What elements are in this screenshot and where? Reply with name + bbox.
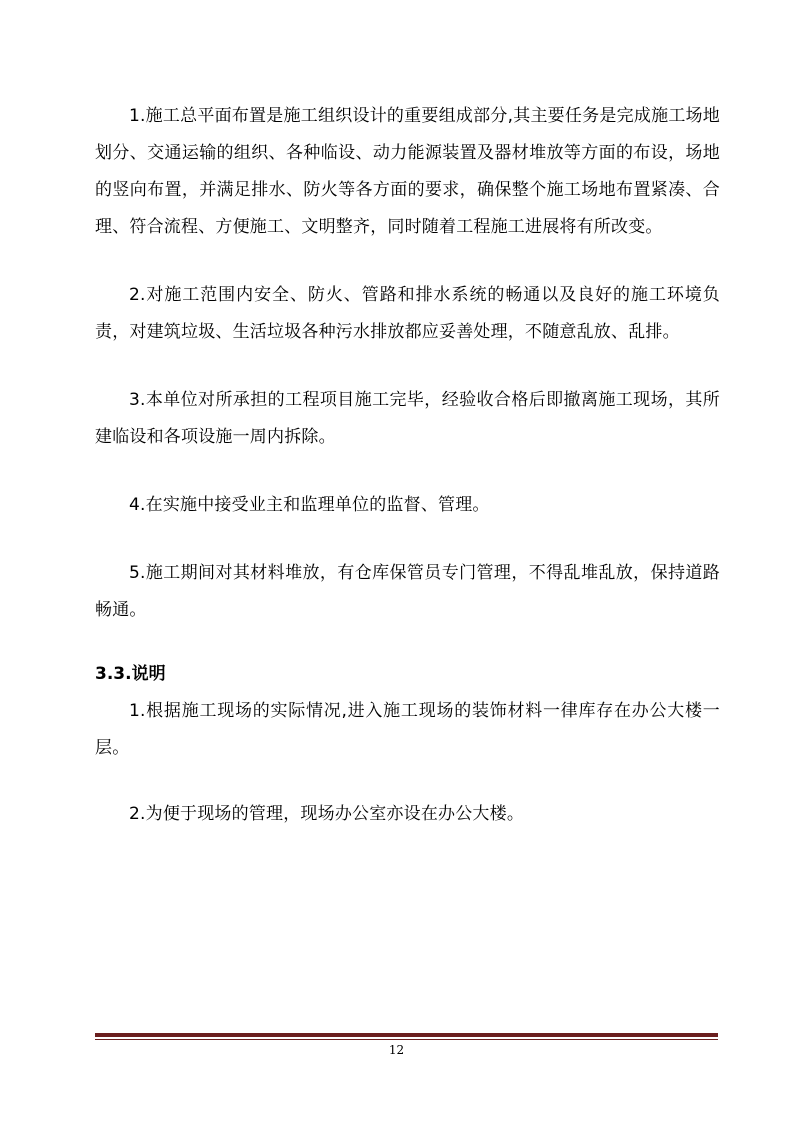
page-number: 12 <box>388 1043 405 1057</box>
paragraph-4: 4.在实施中接受业主和监理单位的监督、管理。 <box>129 495 490 515</box>
paragraph-1: 1.施工总平面布置是施工组织设计的重要组成部分,其主要任务是完成施工场地划分、交通运输的组织、各种临设、动力能源装置及器材堆放等方面的布设，场地的竖向布置，并满足排水、防火等各方面的要求，确保整个施工场地布置紧凑、合理、符合流程、方便施工、文明整齐，同时随着工程施工进展将有所改变。 <box>95 106 720 237</box>
paragraph-3: 3.本单位对所承担的工程项目施工完毕，经验收合格后即撤离施工现场，其所建临设和各项设施一周内拆除。 <box>95 390 720 447</box>
page-content <box>95 98 720 864</box>
paragraph-5: 5.施工期间对其材料堆放，有仓库保管员专门管理，不得乱堆乱放，保持道路畅通。 <box>95 563 720 620</box>
paragraph-6: 1.根据施工现场的实际情况,进入施工现场的装饰材料一律库存在办公大楼一层。 <box>95 701 720 758</box>
paragraph-2: 2.对施工范围内安全、防火、管路和排水系统的畅通以及良好的施工环境负责，对建筑垃圾、生活垃圾各种污水排放都应妥善处理，不随意乱放、乱排。 <box>95 285 720 342</box>
footer-rule-thick <box>95 1033 718 1037</box>
footer-rule-thin <box>95 1039 718 1040</box>
section-heading: 3.3.说明 <box>95 664 166 684</box>
paragraph-7: 2.为便于现场的管理，现场办公室亦设在办公大楼。 <box>129 804 525 824</box>
footer-rule <box>95 1033 718 1040</box>
